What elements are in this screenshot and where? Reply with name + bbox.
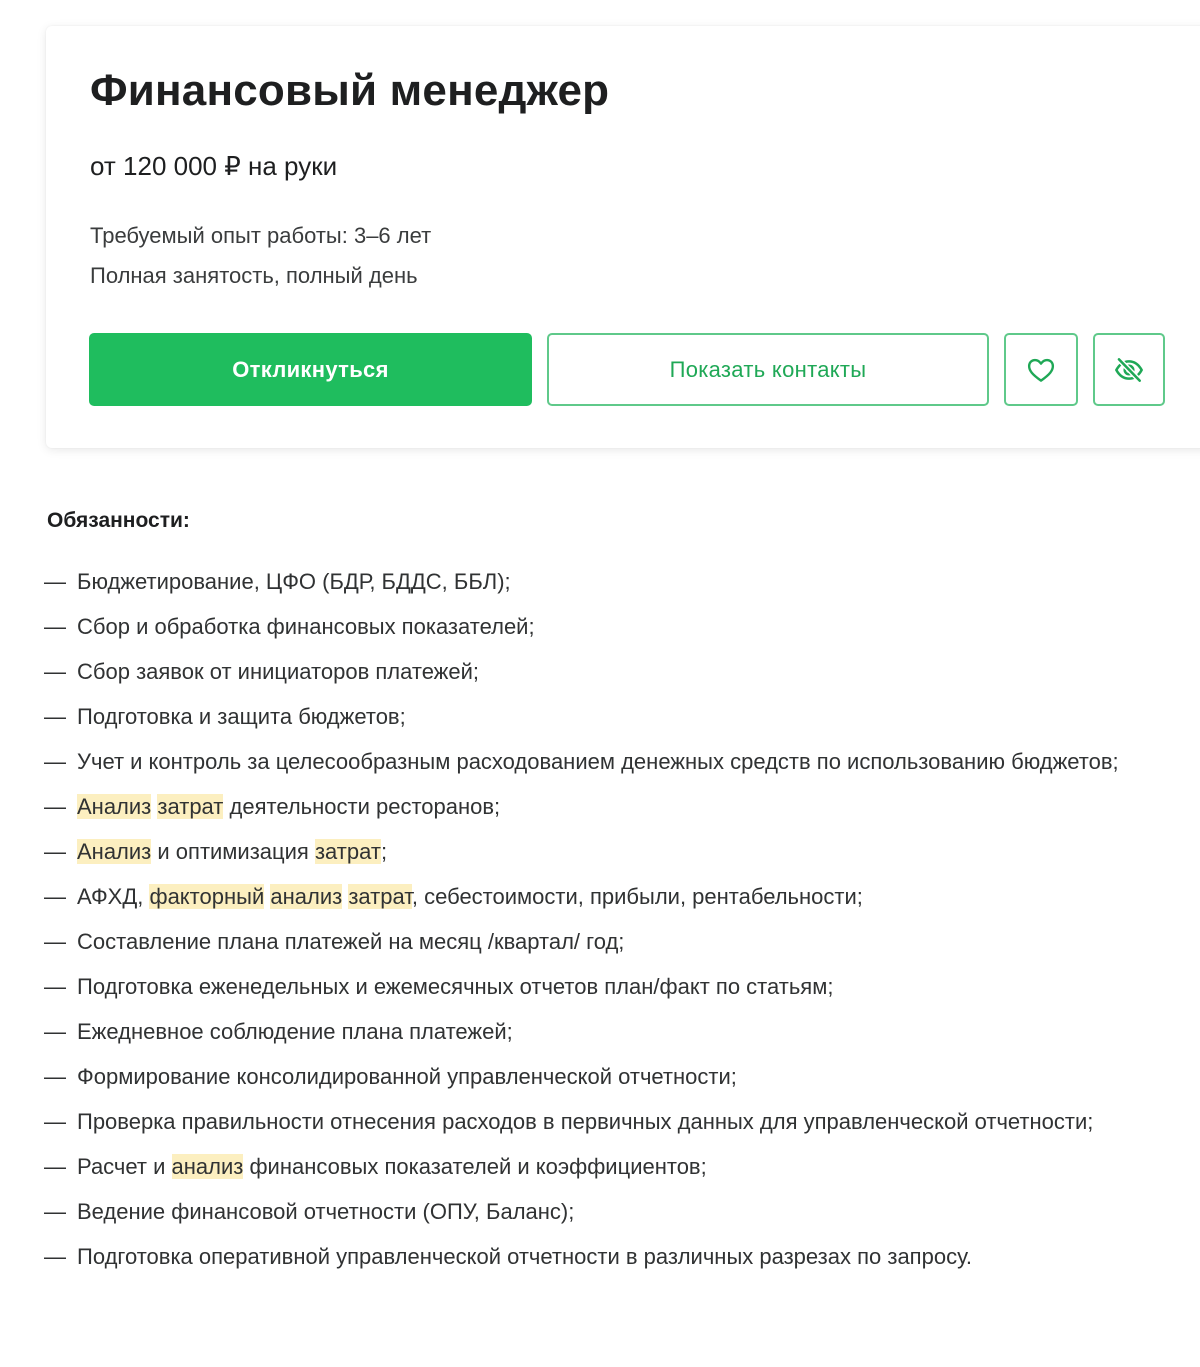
duty-item — [44, 698, 1184, 735]
duty-text: деятельности ресторанов; — [223, 794, 501, 819]
duty-text: Расчет и — [77, 1154, 172, 1179]
duty-item — [44, 653, 1184, 690]
duty-text: и оптимизация — [151, 839, 315, 864]
duty-text: Составление плана платежей на месяц /квартал/ год; — [77, 929, 625, 954]
duty-item — [44, 833, 1184, 870]
duty-text: Ежедневное соблюдение плана платежей; — [77, 1019, 513, 1044]
heart-icon — [1026, 355, 1056, 385]
duty-text: Сбор и обработка финансовых показателей; — [77, 614, 535, 639]
highlighted-keyword: Анализ — [77, 839, 152, 864]
duty-item — [44, 1058, 1184, 1095]
duty-item — [44, 608, 1184, 645]
duty-item — [44, 968, 1184, 1005]
duty-text: Подготовка и защита бюджетов; — [77, 704, 406, 729]
show-contacts-button[interactable]: Показать контакты — [547, 333, 989, 406]
duty-text: ; — [380, 839, 388, 864]
highlighted-keyword: затрат — [157, 794, 224, 819]
duty-item — [44, 563, 1184, 600]
highlighted-keyword: Анализ — [77, 794, 152, 819]
duty-text: Подготовка еженедельных и ежемесячных отчетов план/факт по статьям; — [77, 974, 834, 999]
apply-button[interactable]: Откликнуться — [89, 333, 532, 406]
duties-heading: Обязанности: — [47, 509, 190, 532]
duty-text: Проверка правильности отнесения расходов в первичных данных для управленческой отчетности; — [77, 1109, 1094, 1134]
highlighted-keyword: факторный — [149, 884, 265, 909]
duty-text: Формирование консолидированной управленческой отчетности; — [77, 1064, 737, 1089]
duty-text: Сбор заявок от инициаторов платежей; — [77, 659, 480, 684]
duty-item — [44, 1238, 1184, 1275]
duty-text: , себестоимости, прибыли, рентабельности; — [411, 884, 863, 909]
vacancy-salary: от 120 000 ₽ на руки — [90, 151, 338, 181]
duty-text: финансовых показателей и коэффициентов; — [243, 1154, 707, 1179]
vacancy-title: Финансовый менеджер — [90, 66, 610, 115]
duty-text: Бюджетирование, ЦФО (БДР, БДДС, ББЛ); — [77, 569, 511, 594]
highlighted-keyword: затрат — [314, 839, 381, 864]
eye-off-icon — [1113, 354, 1145, 386]
duty-item — [44, 1013, 1184, 1050]
duty-text: Учет и контроль за целесообразным расходованием денежных средств по использованию бюджетов; — [77, 749, 1119, 774]
duty-text: Подготовка оперативной управленческой отчетности в различных разрезах по запросу. — [77, 1244, 972, 1269]
highlighted-keyword: анализ — [171, 1154, 244, 1179]
highlighted-keyword: затрат — [348, 884, 412, 909]
favorite-button[interactable] — [1004, 333, 1078, 406]
duty-text: Ведение финансовой отчетности (ОПУ, Баланс); — [77, 1199, 575, 1224]
duty-item — [44, 1193, 1184, 1230]
duties-list — [44, 563, 1184, 1283]
duty-item — [44, 1148, 1184, 1185]
duty-item — [44, 788, 1184, 825]
duty-text: АФХД, — [77, 884, 150, 909]
highlighted-keyword: анализ — [270, 884, 343, 909]
vacancy-employment: Полная занятость, полный день — [90, 263, 418, 288]
vacancy-card — [46, 26, 1200, 448]
duty-item — [44, 743, 1184, 780]
duty-item — [44, 878, 1184, 915]
duty-item — [44, 1103, 1184, 1140]
hide-vacancy-button[interactable] — [1093, 333, 1165, 406]
duty-item — [44, 923, 1184, 960]
vacancy-experience: Требуемый опыт работы: 3–6 лет — [90, 223, 432, 248]
